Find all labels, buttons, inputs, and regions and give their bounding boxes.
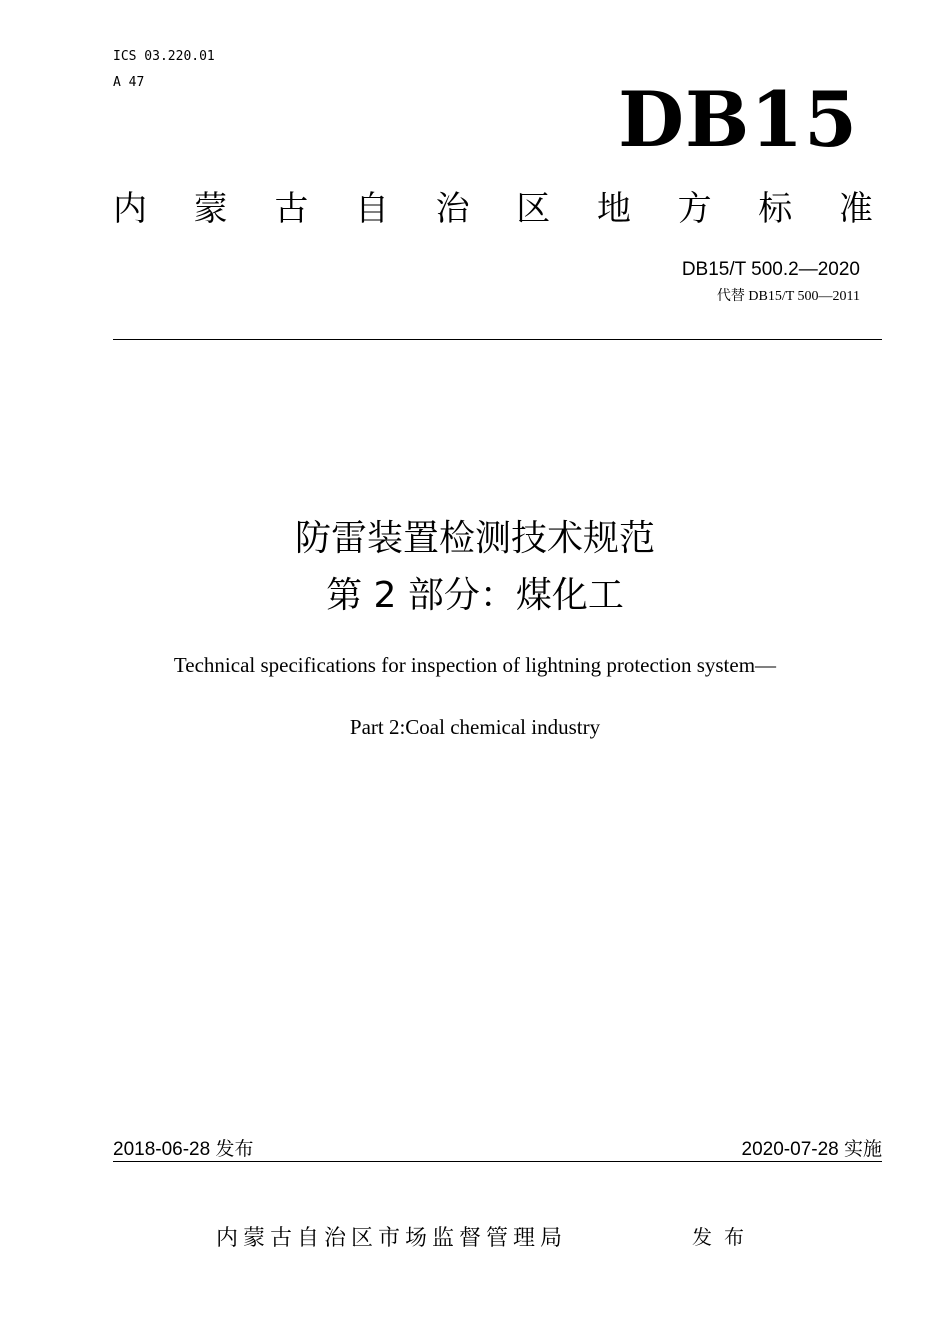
standard-mark: DB15 xyxy=(618,75,858,164)
title-en-line2: Part 2:Coal chemical industry xyxy=(349,715,601,739)
standard-type-char: 自 xyxy=(354,189,389,229)
standard-type-char: 蒙 xyxy=(193,189,228,229)
standard-number: DB15/T 500.2—2020 xyxy=(681,259,860,280)
standard-type-char: 古 xyxy=(274,189,309,229)
classification-code: A 47 xyxy=(113,75,145,90)
title-en-line1: Technical specifications for inspection of lightning protection system— xyxy=(173,653,777,677)
ics-code: ICS 03.220.01 xyxy=(113,49,215,64)
standard-type-title xyxy=(113,186,873,232)
standard-type-char: 地 xyxy=(596,189,631,229)
standard-type-char: 治 xyxy=(435,189,470,229)
standard-type-char: 区 xyxy=(516,189,551,229)
issue-date: 2018-06-28 发布 xyxy=(113,1139,254,1160)
title-cn-line2: 第 2 部分：煤化工 xyxy=(326,575,624,616)
publisher-name: 内蒙古自治区市场监督管理局 xyxy=(216,1226,568,1251)
standard-type-char: 标 xyxy=(758,189,793,229)
standard-type-char: 准 xyxy=(838,189,873,229)
publish-label: 发布 xyxy=(692,1225,756,1249)
header-divider xyxy=(113,339,882,340)
title-cn-line1: 防雷装置检测技术规范 xyxy=(294,518,655,559)
standard-type-char: 方 xyxy=(677,189,712,229)
standard-type-char: 内 xyxy=(113,189,147,229)
replaces-standard: 代替 DB15/T 500—2011 xyxy=(716,289,860,304)
footer-divider xyxy=(113,1161,882,1162)
implementation-date: 2020-07-28 实施 xyxy=(741,1139,882,1160)
